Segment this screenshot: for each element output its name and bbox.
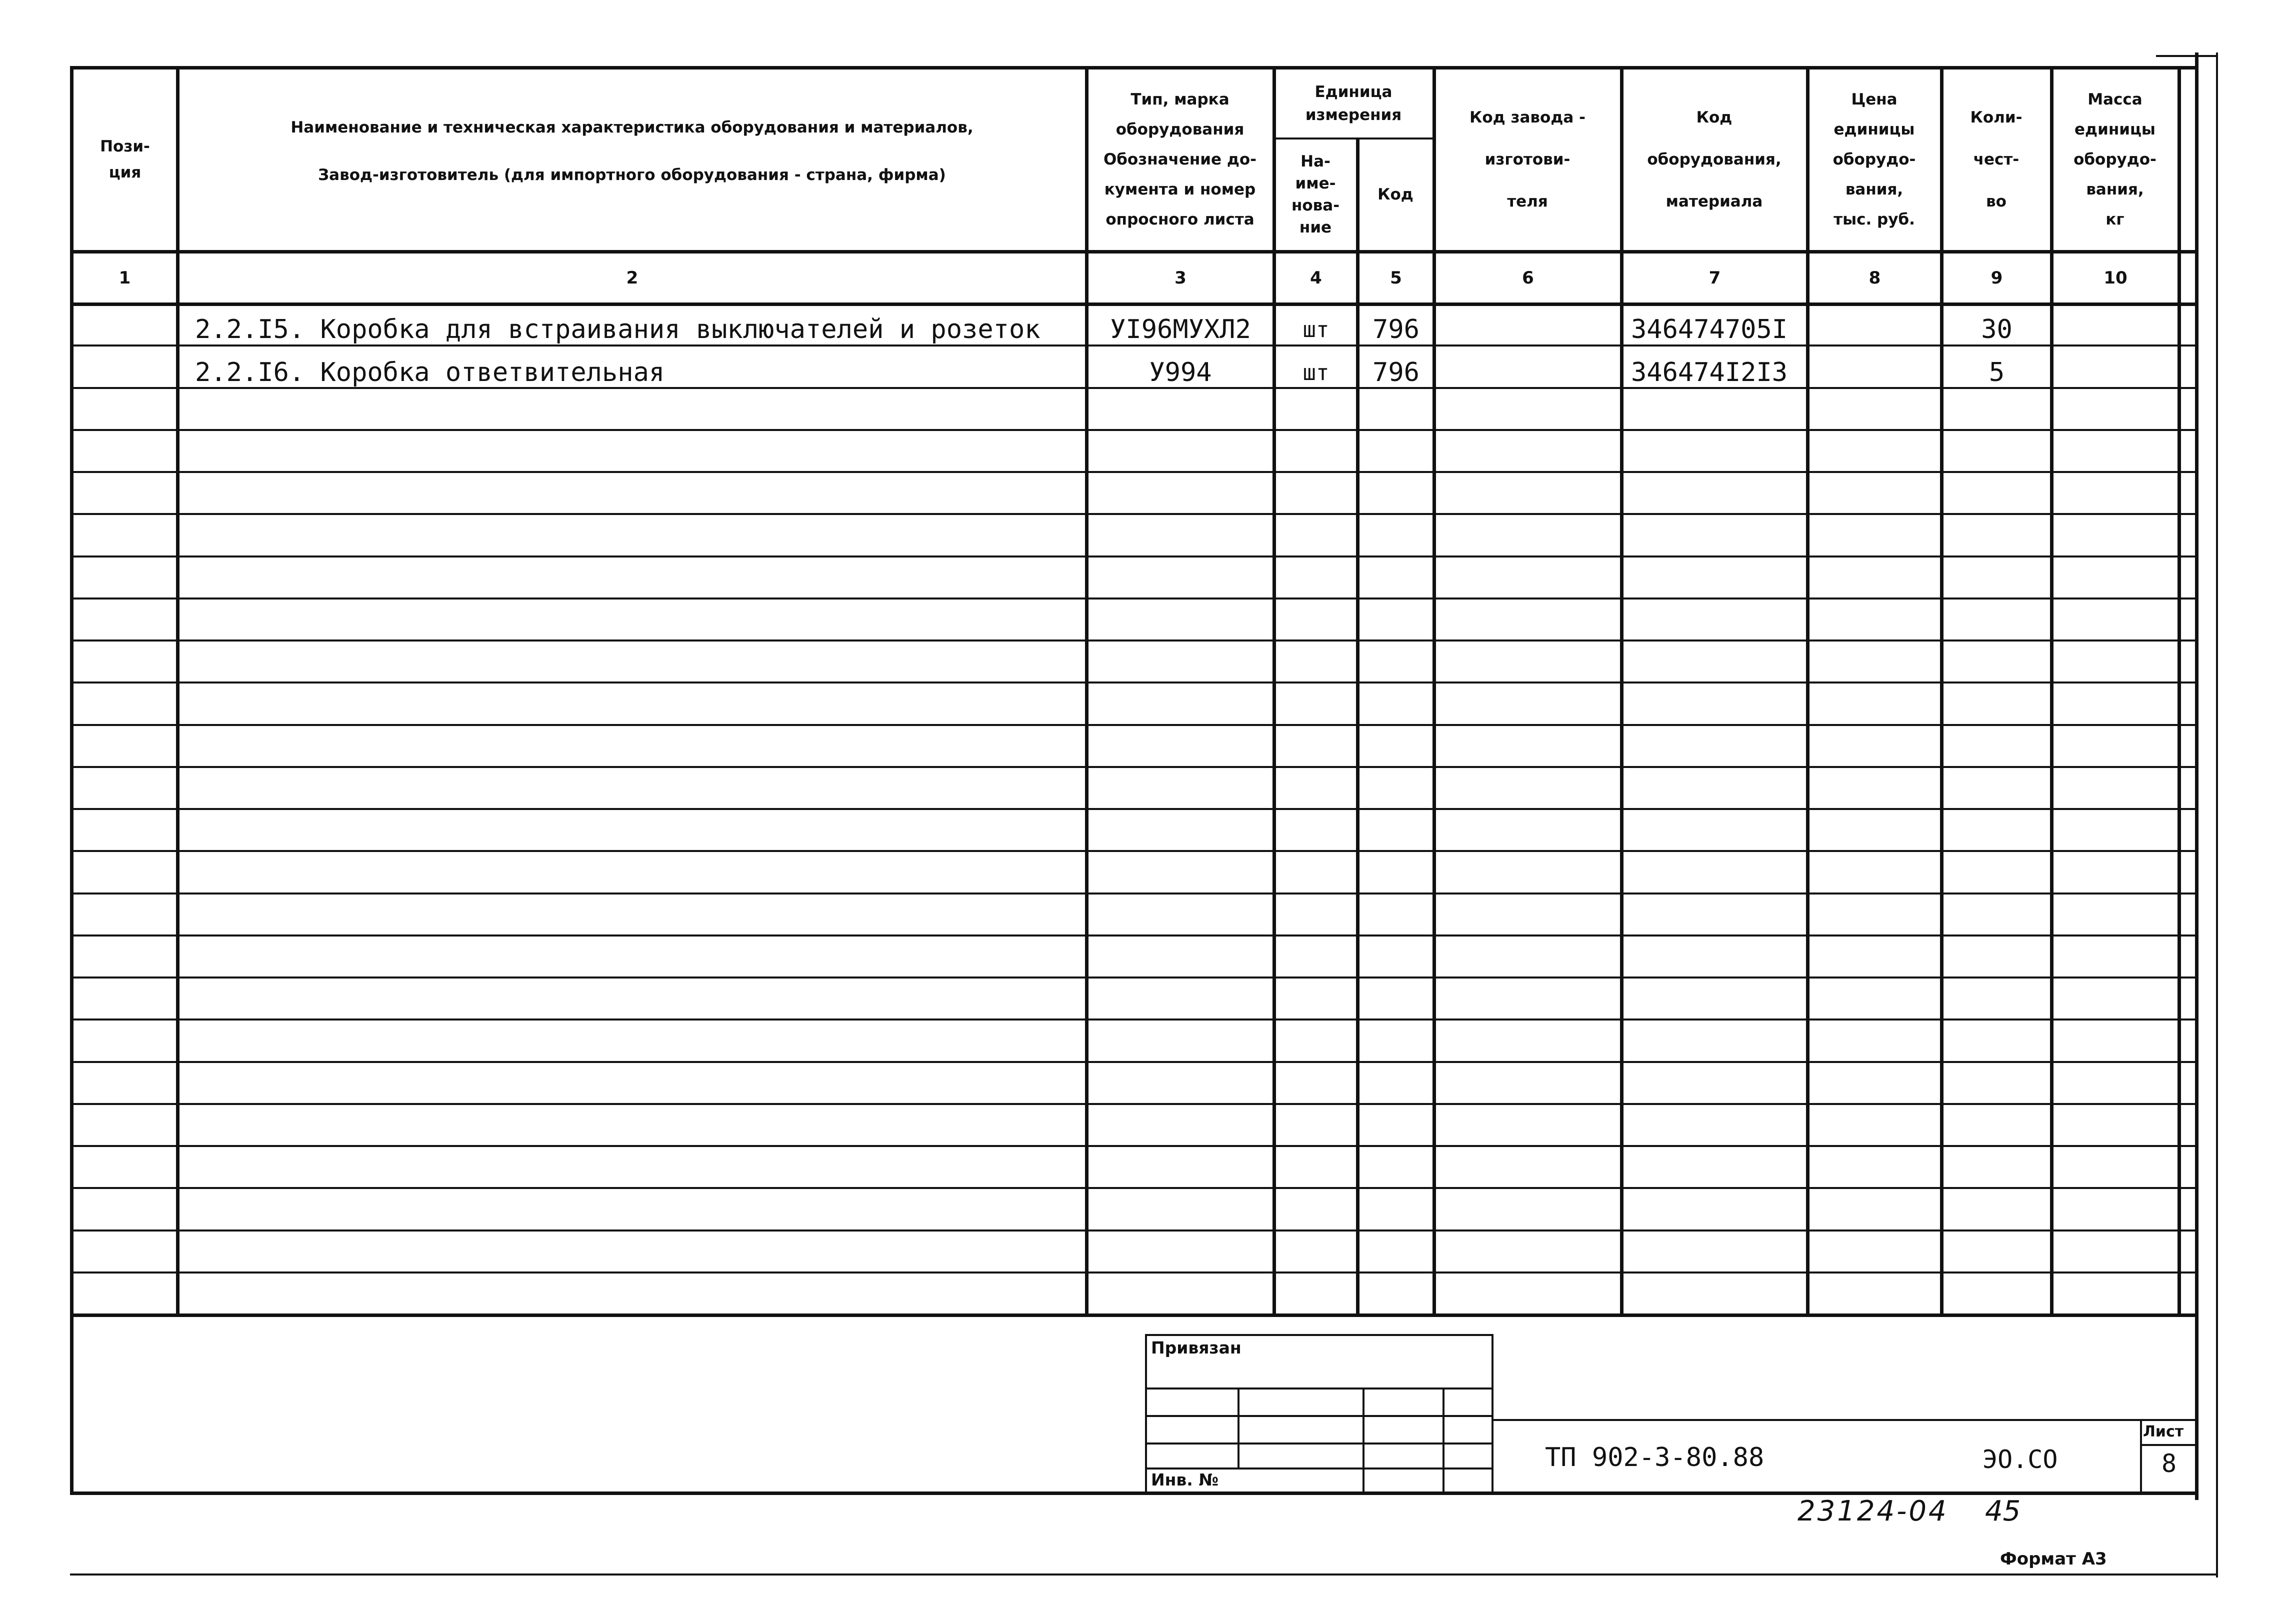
row-divider [70, 471, 2195, 473]
stamp-box-line-2 [1145, 1415, 1492, 1417]
row1-quantity: 30 [1981, 314, 2012, 344]
stamp-sheet-label: Лист [2143, 1423, 2184, 1440]
row-divider [70, 766, 2195, 768]
header-unit-code: Код [1378, 186, 1414, 204]
header-bottom-border [70, 250, 2195, 254]
col1-divider [176, 66, 180, 1314]
handwritten-number: 23124-04 [1798, 1495, 1948, 1528]
col-number-3: 3 [1174, 268, 1186, 288]
row-divider [70, 1145, 2195, 1147]
stamp-doc-code: ЭО.СО [1982, 1445, 2058, 1474]
col10-divider [2178, 66, 2181, 1314]
unit-subheader-line [1272, 138, 1432, 140]
row-divider [70, 934, 2195, 936]
header-unit-group: Единица измерения [1305, 82, 1402, 124]
col-number-9: 9 [1990, 268, 2003, 288]
page-top-mark [2156, 55, 2216, 57]
col6-divider [1620, 66, 1624, 1314]
header-mass: Масса единицы оборудо- вания, кг [2074, 90, 2156, 228]
header-equipment-code: Код оборудования, материала [1647, 108, 1782, 210]
row-divider [70, 808, 2195, 810]
format-label: Формат А3 [2000, 1549, 2107, 1569]
col-number-7: 7 [1708, 268, 1721, 288]
header-price: Цена единицы оборудо- вания, тыс. руб. [1832, 90, 1916, 228]
col2-divider [1085, 66, 1088, 1314]
row1-unit-code: 796 [1372, 314, 1420, 344]
row1-equipment-code: 346474705I [1631, 314, 1788, 344]
col5-divider [1432, 66, 1436, 1314]
col-number-8: 8 [1868, 268, 1881, 288]
header-factory-code: Код завода - изготови- теля [1470, 108, 1586, 210]
stamp-sheet-number: 8 [2161, 1449, 2177, 1478]
page-bottom-edge [70, 1574, 2216, 1576]
row-divider [70, 1061, 2195, 1063]
stamp-box-line-4 [1145, 1468, 1492, 1470]
row-divider [70, 892, 2195, 894]
row-divider [70, 976, 2195, 978]
row1-type: УI96МУХЛ2 [1110, 314, 1251, 344]
stamp-bottom-line [70, 1492, 2195, 1495]
stamp-box-top [1145, 1334, 1492, 1336]
header-position: Пози- ция [100, 138, 150, 182]
row2-type: У994 [1149, 358, 1212, 388]
header-type: Тип, марка оборудования Обозначение до- кумента и номер опросного листа [1103, 90, 1257, 228]
header-name-line1: Наименование и техническая характеристика оборудования и материалов, [290, 118, 974, 136]
col-number-5: 5 [1390, 268, 1402, 288]
stamp-box-line-3 [1145, 1442, 1492, 1444]
row2-unit: шт [1302, 360, 1330, 386]
col-number-1: 1 [118, 268, 131, 288]
row-divider [70, 1018, 2195, 1020]
stamp-box-line-1 [1145, 1388, 1492, 1390]
stamp-inv-label: Инв. № [1151, 1470, 1219, 1490]
row-divider [70, 850, 2195, 852]
col8-divider [1940, 66, 1944, 1314]
row-divider [70, 513, 2195, 515]
col-number-2: 2 [626, 268, 638, 288]
row-divider [70, 1230, 2195, 1232]
stamp-box-col-3 [1442, 1388, 1444, 1492]
row-divider [70, 682, 2195, 684]
sheet-box-left [2140, 1419, 2142, 1492]
stamp-box-col-1 [1238, 1388, 1240, 1468]
row-divider [70, 640, 2195, 642]
col7-divider [1806, 66, 1810, 1314]
row-divider [70, 1103, 2195, 1105]
header-name-line2: Завод-изготовитель (для импортного оборудования - страна, фирма) [318, 166, 946, 184]
col3-divider [1272, 66, 1276, 1314]
stamp-doc-line [1492, 1419, 2195, 1421]
row2-quantity: 5 [1988, 358, 2005, 388]
row-divider [70, 1272, 2195, 1274]
header-quantity: Коли- чест- во [1970, 108, 2022, 210]
row-divider [70, 429, 2195, 431]
header-unit-name: На- име- нова- ние [1291, 152, 1340, 236]
sheet-box-mid [2140, 1444, 2195, 1446]
col9-divider [2050, 66, 2054, 1314]
row2-unit-code: 796 [1372, 358, 1420, 388]
row1-unit: шт [1302, 316, 1330, 342]
col4-divider [1356, 138, 1360, 1314]
stamp-box-col-2 [1362, 1388, 1364, 1492]
handwritten-page: 45 [1985, 1495, 2021, 1528]
numbers-bottom-border [70, 302, 2195, 306]
row-divider [70, 598, 2195, 600]
col-number-6: 6 [1522, 268, 1534, 288]
page-right-edge [2216, 52, 2218, 1578]
table-bottom-border [70, 1314, 2195, 1317]
table-left-border [70, 66, 74, 1494]
stamp-bound-label: Привязан [1151, 1338, 1242, 1358]
table-right-border [2195, 52, 2198, 1500]
col-number-10: 10 [2104, 268, 2128, 288]
row1-name: 2.2.I5. Коробка для встраивания выключателей и розеток [195, 314, 1040, 344]
row-divider [70, 556, 2195, 558]
row-divider [70, 724, 2195, 726]
table-top-border [70, 66, 2195, 70]
col-number-4: 4 [1310, 268, 1322, 288]
stamp-doc-number: ТП 902-3-80.88 [1545, 1442, 1764, 1472]
row2-equipment-code: 346474I2I3 [1631, 358, 1788, 388]
row2-name: 2.2.I6. Коробка ответвительная [195, 358, 665, 388]
row-divider [70, 1187, 2195, 1189]
